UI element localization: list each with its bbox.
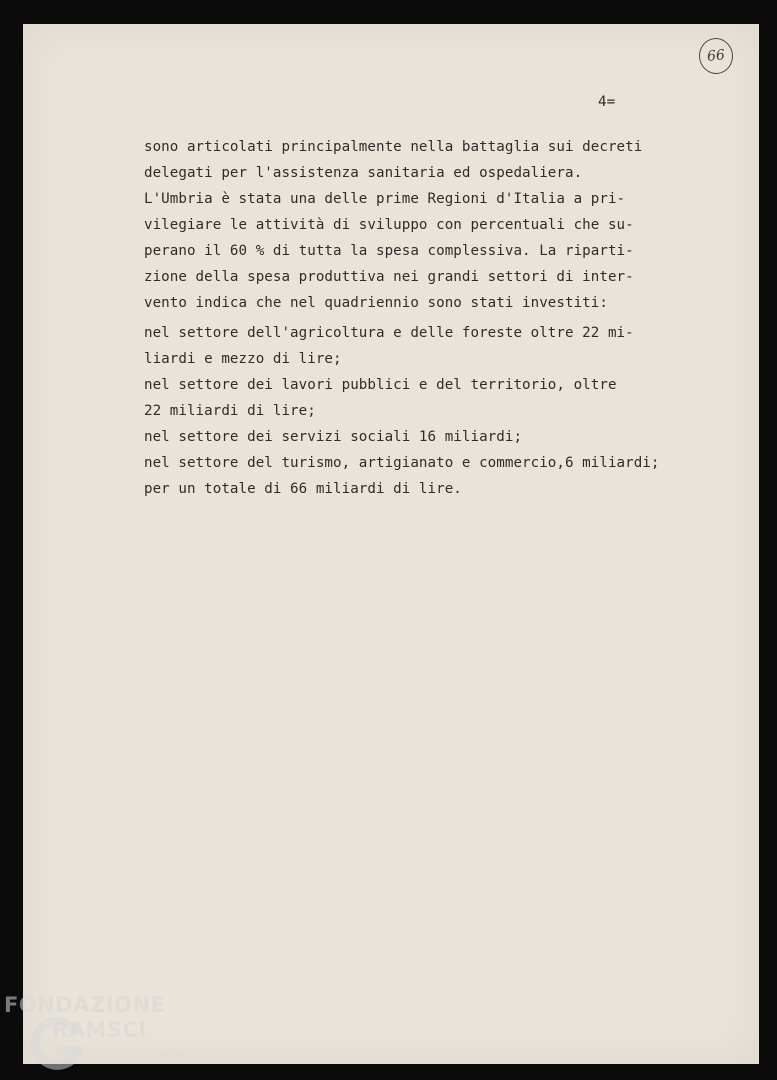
text-line: nel settore dei servizi sociali 16 miliardi;	[144, 429, 523, 445]
text-line: nel settore del turismo, artigianato e commercio,6 miliardi;	[144, 455, 660, 471]
text-line: nel settore dei lavori pubblici e del territorio, oltre	[144, 377, 617, 393]
archive-page-number: 66	[697, 36, 735, 75]
text-line: nel settore dell'agricoltura e delle foreste oltre 22 mi-	[144, 325, 634, 341]
text-line: vilegiare le attività di sviluppo con percentuali che su-	[144, 217, 634, 233]
watermark-title: FONDAZIONE	[4, 993, 166, 1017]
text-line: vento indica che nel quadriennio sono stati investiti:	[144, 295, 608, 311]
typed-body	[144, 134, 704, 502]
document-page	[23, 24, 759, 1064]
text-line: liardi e mezzo di lire;	[144, 351, 342, 367]
fondazione-gramsci-watermark	[4, 993, 204, 1073]
text-line: sono articolati principalmente nella battaglia sui decreti	[144, 139, 643, 155]
page-number: 4=	[598, 94, 616, 110]
text-line: perano il 60 % di tutta la spesa complessiva. La riparti-	[144, 243, 634, 259]
text-line: zione della spesa produttiva nei grandi settori di inter-	[144, 269, 634, 285]
text-line: delegati per l'assistenza sanitaria ed ospedaliera.	[144, 165, 583, 181]
text-line: L'Umbria è stata una delle prime Regioni d'Italia a pri-	[144, 191, 626, 207]
text-line: 22 miliardi di lire;	[144, 403, 316, 419]
text-line: per un totale di 66 miliardi di lire.	[144, 481, 462, 497]
watermark-subtitle: RAMSCI	[52, 1018, 147, 1042]
watermark-onlus: onlus	[160, 1048, 187, 1059]
